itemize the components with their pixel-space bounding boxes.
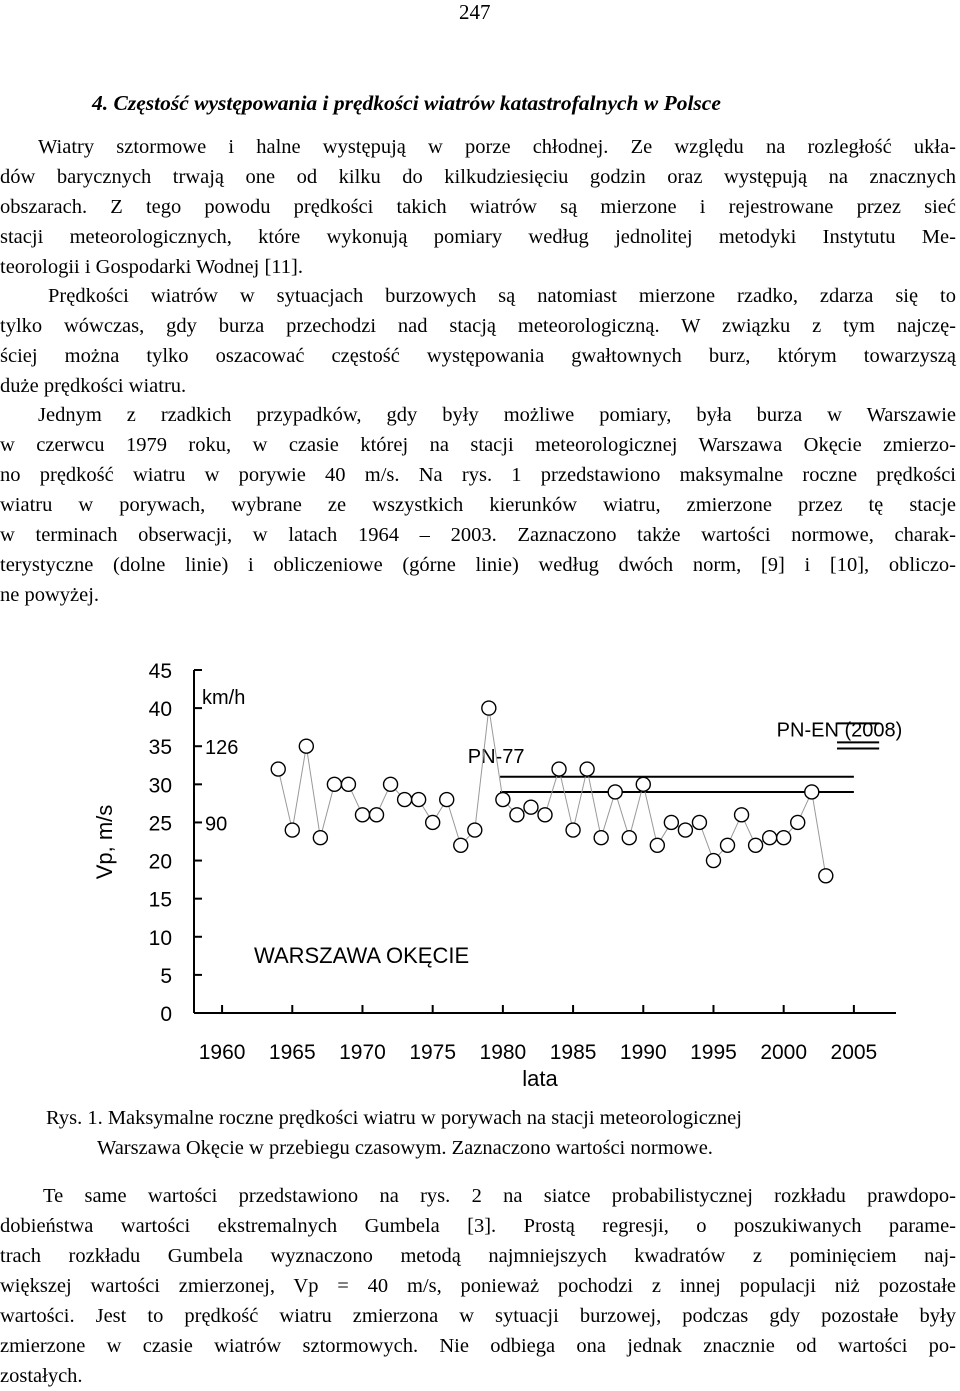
- paragraph: [0, 281, 956, 401]
- text-line: wartości. Jest to prędkość wiatru zmierzona w sytuacji burzowej, podczas gdy pozostałe były: [0, 1305, 956, 1327]
- data-point: [791, 815, 805, 829]
- y-tick-label: 20: [148, 850, 172, 874]
- text-line: dów barycznych trwają one od kilku do kilkudziesięciu godzin oraz występują na znacznych: [0, 166, 956, 188]
- section-title: 4. Częstość występowania i prędkości wiatrów katastrofalnych w Polsce: [92, 91, 721, 115]
- text-line: Prędkości wiatrów w sytuacjach burzowych są natomiast mierzone rzadko, zdarza się to: [48, 285, 956, 307]
- data-point: [271, 762, 285, 776]
- text-line: Wiatry sztormowe i halne występują w porze chłodnej. Ze względu na rozległość ukła-: [38, 136, 956, 158]
- data-point: [426, 815, 440, 829]
- x-tick-label: 1990: [619, 1041, 667, 1064]
- data-point: [678, 823, 692, 837]
- data-point: [552, 762, 566, 776]
- y-axis-label: Vp, m/s: [92, 804, 117, 880]
- y-tick-label: 15: [148, 888, 172, 912]
- data-point: [355, 808, 369, 822]
- data-point: [313, 831, 327, 845]
- unit-label: km/h: [202, 687, 246, 709]
- x-tick-label: 1965: [268, 1041, 316, 1064]
- data-point: [384, 777, 398, 791]
- y-tick-label: 0: [160, 1003, 172, 1026]
- norm-label: PN-EN (2008): [776, 719, 903, 742]
- paragraph: [0, 400, 956, 610]
- text-line: Jednym z rzadkich przypadków, gdy były możliwe pomiary, była burza w Warszawie: [38, 404, 956, 426]
- x-tick-label: 1975: [409, 1041, 457, 1064]
- caption-line-1: Rys. 1. Maksymalne roczne prędkości wiatru w porywach na stacji meteorologicznej: [46, 1107, 742, 1129]
- station-label: WARSZAWA OKĘCIE: [254, 943, 470, 968]
- text-line: stacji meteorologicznych, które wykonują pomiary według jednolitej metodyki Instytutu Me-: [0, 226, 956, 248]
- chart: [0, 640, 960, 1100]
- x-tick-label: 1995: [690, 1041, 737, 1064]
- chart-norm-lines: [468, 719, 902, 792]
- text-line: duże prędkości wiatru.: [0, 375, 187, 397]
- data-point: [636, 777, 650, 791]
- y-tick-label: 10: [148, 926, 172, 950]
- data-point: [580, 762, 594, 776]
- y-tick-label: 40: [148, 698, 172, 722]
- data-point: [706, 854, 720, 868]
- data-point: [370, 808, 384, 822]
- x-axis-label: lata: [522, 1066, 558, 1091]
- data-point: [763, 831, 777, 845]
- data-point: [510, 808, 524, 822]
- data-point: [538, 808, 552, 822]
- data-point: [735, 808, 749, 822]
- x-tick-label: 1980: [479, 1041, 527, 1064]
- text-line: trach rozkładu Gumbela wyznaczono metodą najmniejszych kwadratów z pominięciem naj-: [0, 1245, 956, 1267]
- text-line: zmierzone w czasie wiatrów sztormowych. Nie odbiega ona jednak znacznie od wartości po-: [0, 1335, 956, 1357]
- data-point: [650, 838, 664, 852]
- y-tick-label: 30: [148, 774, 172, 798]
- data-point: [285, 823, 299, 837]
- y-tick-label: 35: [148, 736, 172, 760]
- data-point: [622, 831, 636, 845]
- data-point: [594, 831, 608, 845]
- data-point: [692, 815, 706, 829]
- text-line: no prędkość wiatru w porywie 40 m/s. Na rys. 1 przedstawiono maksymalne roczne prędkości: [0, 464, 956, 486]
- data-point: [721, 838, 735, 852]
- text-line: dobieństwa wartości ekstremalnych Gumbela [3]. Prostą regresji, o poszukiwanych parame-: [0, 1215, 956, 1237]
- text-line: wiatru w porywach, wybrane ze wszystkich kierunków wiatru, zmierzone przez tę stacje: [0, 494, 956, 516]
- text-line: w czerwcu 1979 roku, w czasie której na stacji meteorologicznej Warszawa Okęcie zmierzo-: [0, 434, 956, 456]
- paragraph: [0, 132, 956, 282]
- data-point: [777, 831, 791, 845]
- paragraph: [0, 1181, 956, 1391]
- data-point: [299, 739, 313, 753]
- kmh-label: 90: [205, 813, 228, 836]
- data-point: [749, 838, 763, 852]
- text-line: obszarach. Z tego powodu prędkości takich wiatrów są mierzone i rejestrowane przez sieć: [0, 196, 956, 218]
- x-tick-label: 1985: [549, 1041, 597, 1064]
- data-point: [805, 785, 819, 799]
- x-tick-label: 2005: [830, 1041, 878, 1064]
- data-point: [524, 800, 538, 814]
- text-line: zostałych.: [0, 1365, 83, 1387]
- x-tick-label: 2000: [760, 1041, 808, 1064]
- data-point: [454, 838, 468, 852]
- figure-1: [0, 640, 960, 1100]
- x-tick-label: 1970: [339, 1041, 386, 1064]
- data-point: [664, 815, 678, 829]
- data-point: [482, 701, 496, 715]
- norm-label: PN-77: [467, 745, 525, 768]
- x-tick-label: 1960: [198, 1041, 246, 1064]
- text-line: terystyczne (dolne linie) i obliczeniowe (górne linie) według dwóch norm, [9] i [10], obliczo-: [0, 554, 956, 576]
- data-point: [468, 823, 482, 837]
- text-line: tylko wówczas, gdy burza przechodzi nad stacją meteorologiczną. W związku z tym najczę-: [0, 315, 956, 337]
- text-line: ne powyżej.: [0, 584, 100, 606]
- data-point: [440, 793, 454, 807]
- text-line: większej wartości zmierzonej, Vp = 40 m/s, ponieważ pochodzi z innej populacji niż pozostałe: [0, 1275, 956, 1297]
- data-point: [398, 793, 412, 807]
- data-point: [566, 823, 580, 837]
- text-line: teorologii i Gospodarki Wodnej [11].: [0, 256, 303, 278]
- y-tick-label: 45: [148, 660, 172, 683]
- data-point: [496, 793, 510, 807]
- text-line: w terminach obserwacji, w latach 1964 – 2003. Zaznaczono także wartości normowe, charak-: [0, 524, 956, 546]
- y-tick-label: 5: [160, 964, 172, 988]
- data-point: [608, 785, 622, 799]
- data-point: [819, 869, 833, 883]
- caption-line-2: Warszawa Okęcie w przebiegu czasowym. Zaznaczono wartości normowe.: [97, 1137, 713, 1159]
- data-point: [341, 777, 355, 791]
- y-tick-label: 25: [148, 812, 172, 836]
- text-line: ściej można tylko oszacować częstość występowania gwałtownych burz, którym towarzyszą: [0, 345, 956, 367]
- kmh-label: 126: [205, 737, 239, 760]
- data-point: [327, 777, 341, 791]
- text-line: Te same wartości przedstawiono na rys. 2 na siatce probabilistycznej rozkładu prawdopo-: [43, 1185, 956, 1207]
- page-number: 247: [459, 0, 491, 24]
- data-point: [412, 793, 426, 807]
